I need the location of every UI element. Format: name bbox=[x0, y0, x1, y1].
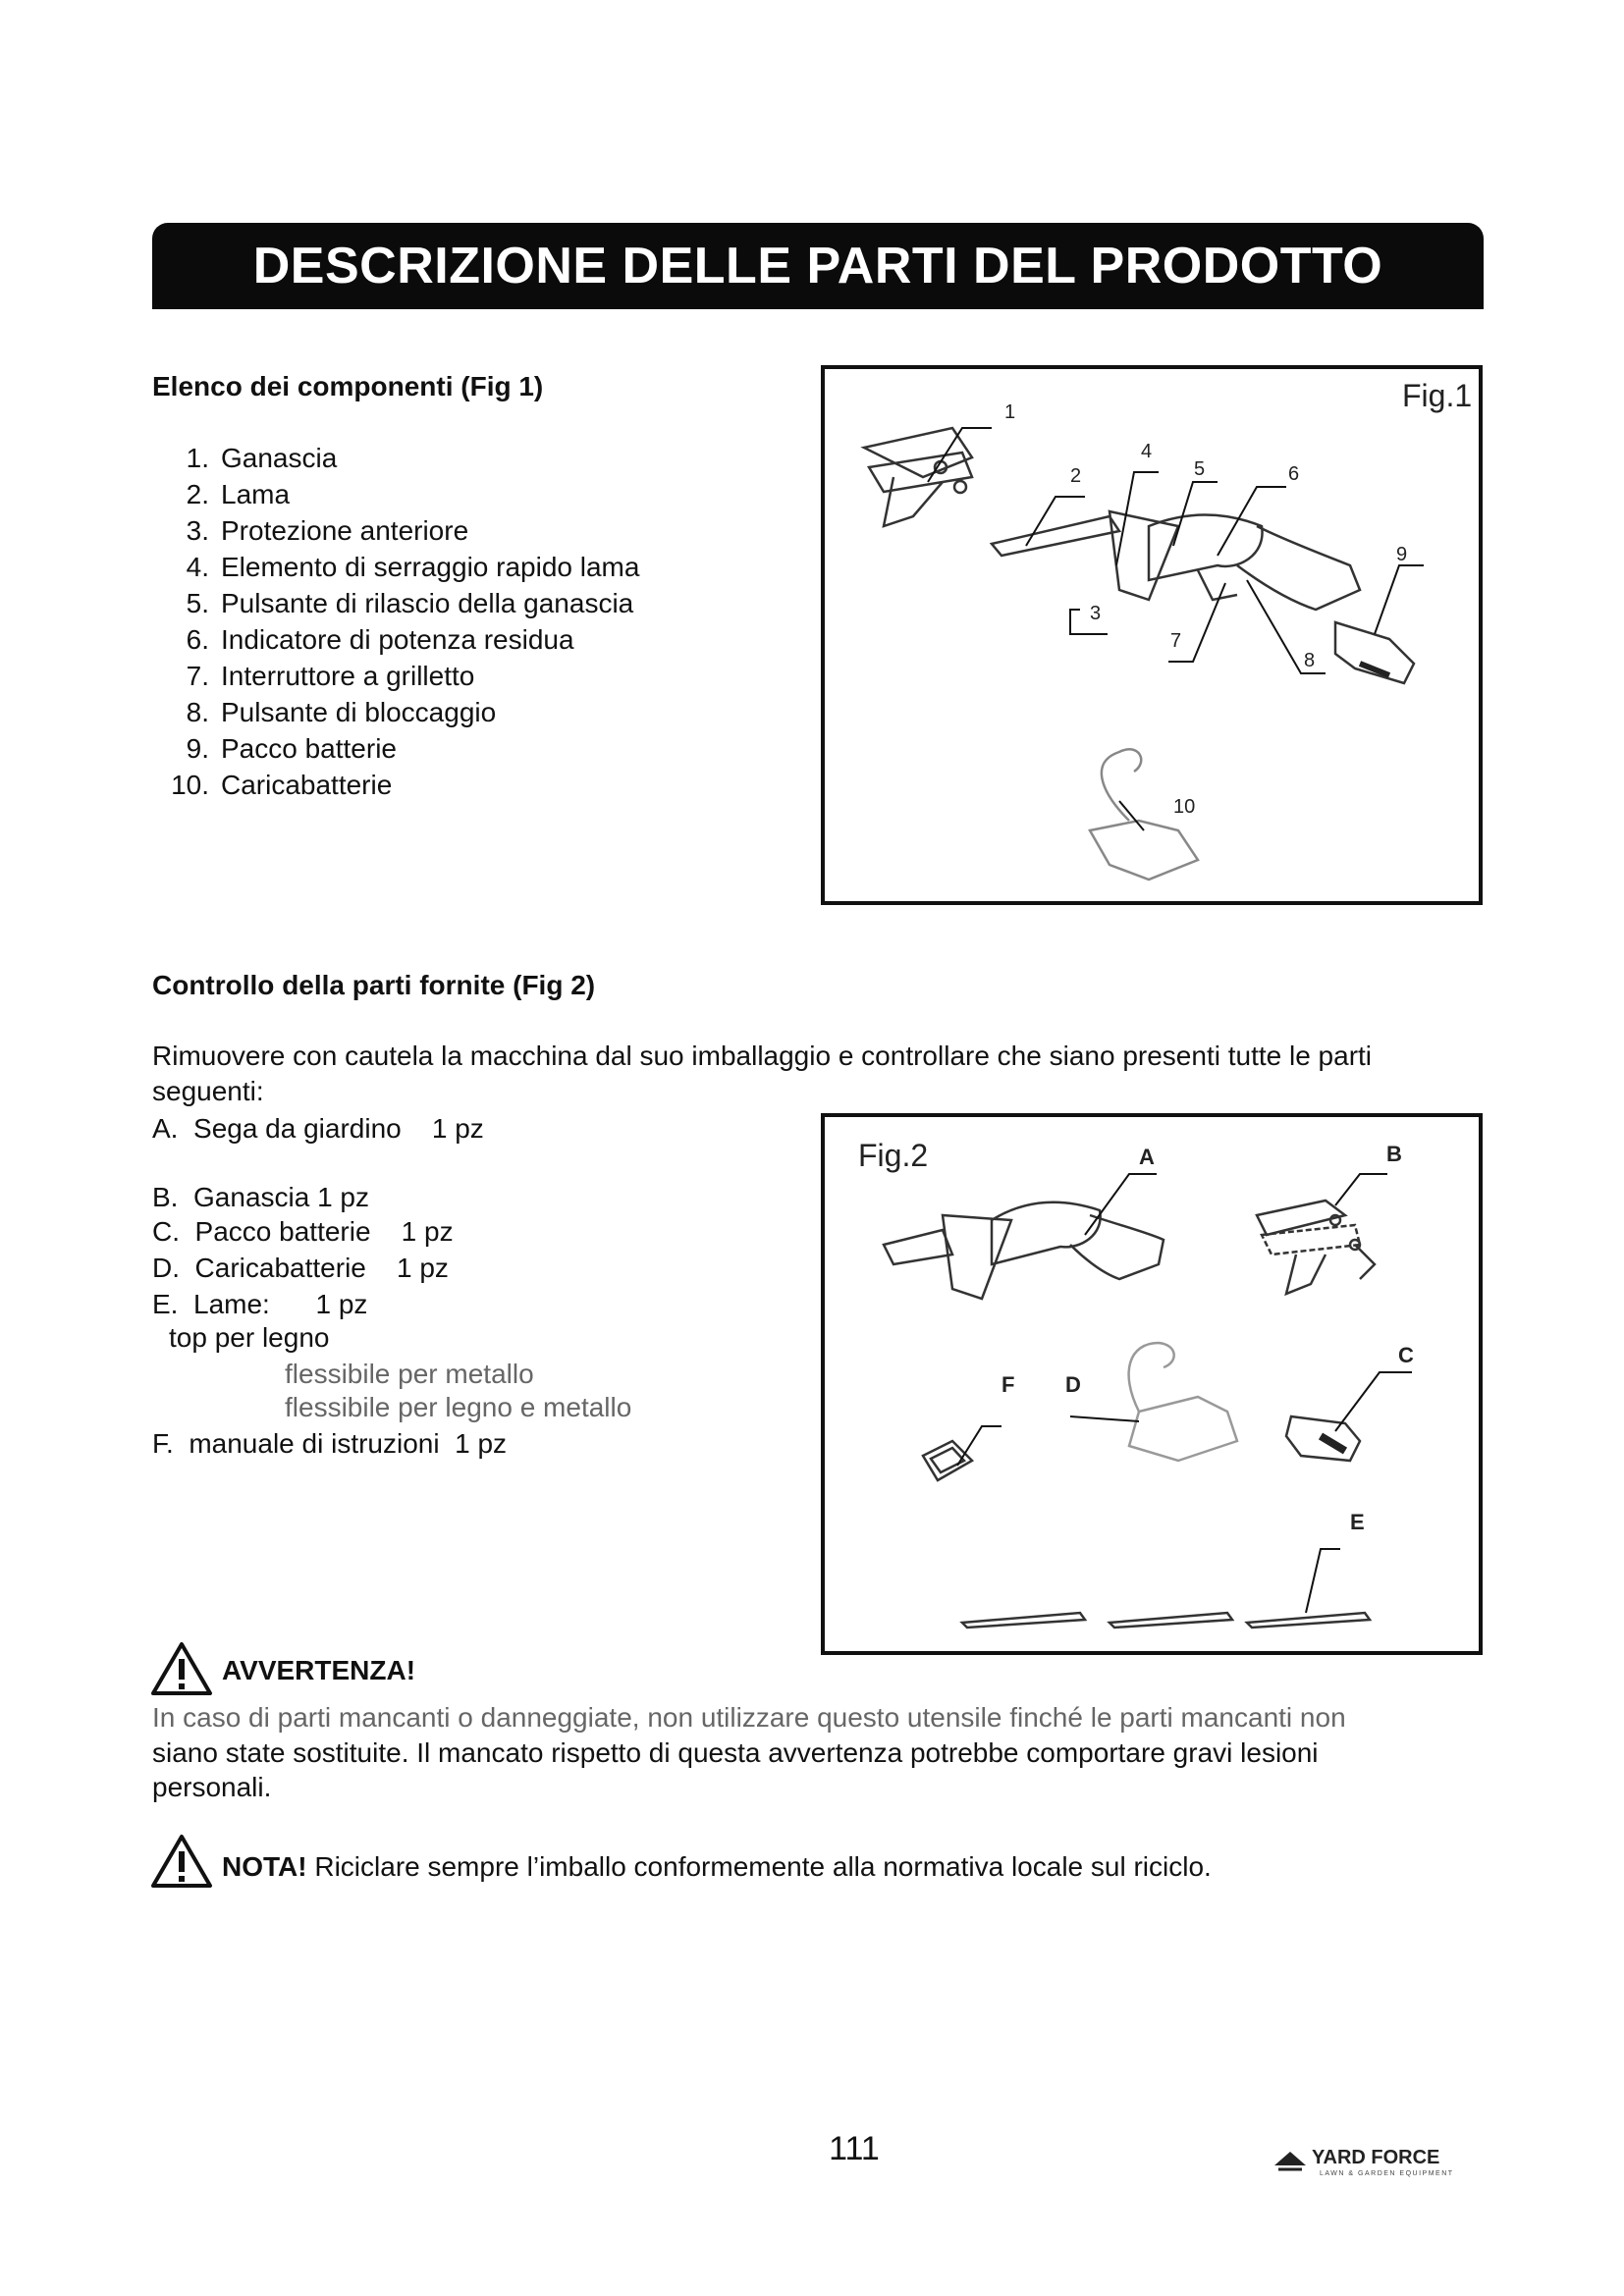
supplied-item-d: D. Caricabatterie 1 pz bbox=[152, 1253, 449, 1283]
clamp-illustration bbox=[864, 428, 972, 526]
battery-illustration bbox=[1286, 1416, 1360, 1461]
list-item: 1. Ganascia bbox=[186, 443, 338, 473]
list-item: 7. Interruttore a grilletto bbox=[186, 661, 475, 691]
components-list bbox=[152, 440, 639, 803]
warning-text-line2: siano state sostituite. Il mancato rispetto di questa avvertenza potrebbe comportare gravi lesioni bbox=[152, 1737, 1319, 1768]
figure-1-drawing bbox=[825, 369, 1479, 901]
warning-text-line3: personali. bbox=[152, 1772, 272, 1802]
fig2-callout-b: B bbox=[1386, 1142, 1402, 1166]
components-heading: Elenco dei componenti (Fig 1) bbox=[152, 371, 544, 401]
figure-2-drawing bbox=[825, 1117, 1479, 1651]
charger-illustration bbox=[1129, 1343, 1237, 1461]
fig2-callout-d: D bbox=[1065, 1372, 1081, 1397]
list-item: 5. Pulsante di rilascio della ganascia bbox=[186, 588, 634, 618]
list-item: 9. Pacco batterie bbox=[186, 733, 397, 764]
brand-name: YARD FORCE bbox=[1312, 2147, 1440, 2168]
brand-tagline: LAWN & GARDEN EQUIPMENT bbox=[1320, 2170, 1454, 2177]
blade-type-3: flessibile per legno e metallo bbox=[285, 1392, 632, 1422]
fig1-title: Fig.1 bbox=[1402, 378, 1473, 413]
blade-type-2: flessibile per metallo bbox=[285, 1359, 534, 1389]
supplied-item-f: F. manuale di istruzioni 1 pz bbox=[152, 1428, 508, 1459]
fig1-callout-2: 2 bbox=[1070, 465, 1082, 487]
parts-check-intro: Rimuovere con cautela la macchina dal suo imballaggio e controllare che siano presenti tutte le parti seguenti: bbox=[152, 1041, 1373, 1106]
fig1-callout-7: 7 bbox=[1170, 630, 1182, 652]
fig1-callout-1: 1 bbox=[1004, 401, 1016, 423]
list-item: 4. Elemento di serraggio rapido lama bbox=[186, 552, 640, 582]
fig1-callout-4: 4 bbox=[1141, 441, 1153, 462]
logo-mark-icon bbox=[1274, 2152, 1306, 2169]
saw-illustration bbox=[884, 1202, 1164, 1299]
fig1-callout-5: 5 bbox=[1194, 458, 1206, 480]
figure-2 bbox=[821, 1113, 1483, 1655]
supplied-item-b: B. Ganascia 1 pz bbox=[152, 1182, 370, 1212]
fig1-callout-9: 9 bbox=[1396, 544, 1408, 565]
blades-illustration bbox=[962, 1613, 1370, 1628]
figure-1 bbox=[821, 365, 1483, 905]
brand-logo bbox=[1272, 2140, 1489, 2179]
list-item: 6. Indicatore di potenza residua bbox=[186, 624, 574, 655]
fig2-callout-f: F bbox=[1001, 1372, 1015, 1397]
caution-icon bbox=[150, 1834, 213, 1889]
parts-check-heading: Controllo della parti fornite (Fig 2) bbox=[152, 970, 596, 1000]
saw-illustration bbox=[992, 511, 1360, 610]
fig2-callout-e: E bbox=[1350, 1510, 1365, 1534]
note-paragraph bbox=[222, 1849, 1212, 1885]
supplied-item-c: C. Pacco batterie 1 pz bbox=[152, 1216, 454, 1247]
fig1-callout-8: 8 bbox=[1304, 650, 1316, 671]
supplied-item-a: A. Sega da giardino 1 pz bbox=[152, 1113, 484, 1144]
fig1-callout-10: 10 bbox=[1173, 796, 1196, 818]
fig2-callout-c: C bbox=[1398, 1343, 1414, 1367]
warning-title: AVVERTENZA! bbox=[222, 1655, 416, 1685]
manual-illustration bbox=[923, 1441, 972, 1480]
section-title-banner bbox=[152, 223, 1484, 309]
section-title: DESCRIZIONE DELLE PARTI DEL PRODOTTO bbox=[252, 238, 1383, 294]
list-item: 3. Protezione anteriore bbox=[186, 515, 469, 546]
warning-icon bbox=[150, 1641, 213, 1696]
list-item: 2. Lama bbox=[186, 479, 291, 509]
fig2-title: Fig.2 bbox=[858, 1138, 929, 1173]
page-number: 111 bbox=[829, 2130, 880, 2167]
note-text: Riciclare sempre l’imballo conformemente alla normativa locale sul riciclo. bbox=[306, 1851, 1212, 1882]
fig2-callout-a: A bbox=[1139, 1145, 1155, 1169]
list-item: 8. Pulsante di bloccaggio bbox=[186, 697, 497, 727]
clamp-illustration bbox=[1257, 1201, 1375, 1294]
fig1-callout-3: 3 bbox=[1090, 603, 1102, 624]
fig1-callout-6: 6 bbox=[1288, 463, 1300, 485]
note-label: NOTA! bbox=[222, 1851, 307, 1882]
blade-type-1: top per legno bbox=[169, 1322, 330, 1353]
list-item: 10. Caricabatterie bbox=[171, 770, 393, 800]
warning-text-line1: In caso di parti mancanti o danneggiate, non utilizzare questo utensile finché le parti mancanti non bbox=[152, 1702, 1346, 1733]
supplied-item-e: E. Lame: 1 pz bbox=[152, 1289, 368, 1319]
